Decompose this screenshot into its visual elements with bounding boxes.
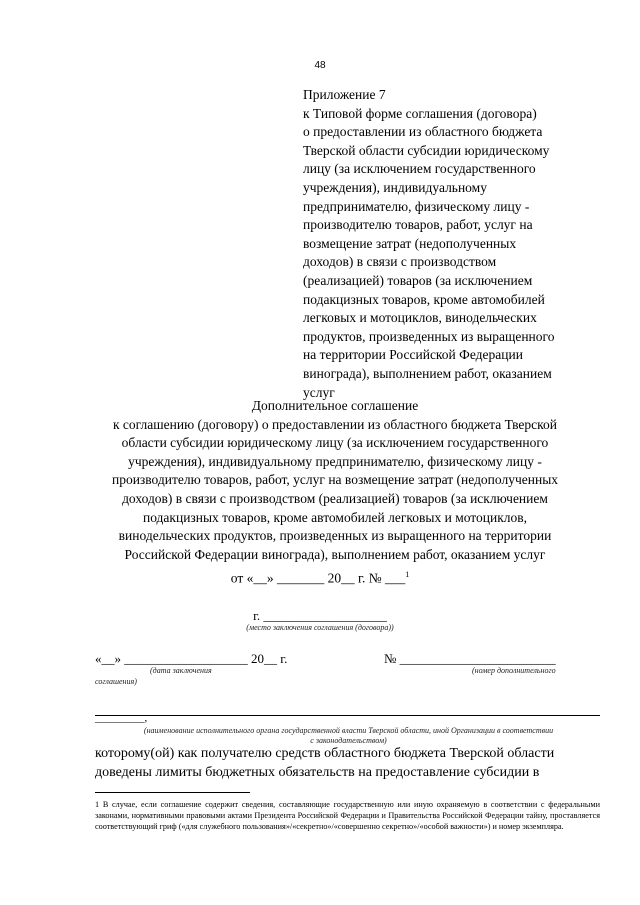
- appendix-line: возмещение затрат (недополученных: [303, 235, 517, 251]
- organization-hint: [97, 726, 600, 746]
- organization-line: [95, 715, 600, 716]
- agreement-line: подакцизных товаров, кроме автомобилей легковых и мотоциклов,: [142, 509, 528, 525]
- appendix-line: подакцизных товаров, кроме автомобилей: [303, 291, 545, 307]
- place-of-conclusion: г. ___________________: [253, 608, 387, 623]
- date-number-text: от «__» _______ 20__ г. № ___: [230, 570, 406, 586]
- appendix-line: лицу (за исключением государственного: [303, 161, 536, 177]
- place-hint: (место заключения соглашения (договора)): [246, 623, 394, 632]
- organization-name: _________,: [95, 712, 148, 724]
- appendix-line: продуктов, произведенных из выращенного: [303, 328, 555, 344]
- agreement-line: к соглашению (договору) о предоставлении из областного бюджета Тверской: [112, 416, 558, 432]
- agreement-line: винодельческих продуктов, произведенных из выращенного на территории: [118, 528, 552, 544]
- body-line: доведены лимиты бюджетных обязательств на предоставление субсидии в: [95, 765, 540, 780]
- appendix-line: о предоставлении из областного бюджета: [303, 124, 543, 140]
- appendix-line: Тверской области субсидии юридическому: [303, 142, 550, 158]
- footnote-separator: [95, 792, 250, 793]
- agreement-line: Российской Федерации винограда), выполнением работ, оказанием услуг: [124, 546, 546, 562]
- agreement-line: учреждения), индивидуальному предпринимателю, физическому лицу -: [128, 453, 542, 469]
- organization-hint-line: (наименование исполнительного органа государственной власти Тверской области, иной Организации в соответствии: [143, 726, 554, 735]
- appendix-line: (реализацией) товаров (за исключением: [303, 272, 533, 288]
- organization-hint-line: с законодательством): [310, 736, 387, 745]
- appendix-line: на территории Российской Федерации: [303, 347, 523, 363]
- conclusion-date: «__» ___________________ 20__ г.: [95, 651, 288, 666]
- agreement-line: доходов) в связи с производством (реализацией) товаров (за исключением: [122, 490, 548, 506]
- appendix-line: легковых и мотоциклов, винодельческих: [303, 310, 537, 326]
- number-hint: (номер дополнительного: [472, 666, 556, 675]
- agreement-line: области субсидии юридическому лицу (за исключением государственного: [121, 435, 549, 451]
- conclusion-date-hint: (дата заключения: [150, 666, 212, 675]
- appendix-line: услуг: [303, 384, 335, 400]
- page-number: 48: [314, 60, 326, 71]
- appendix-line: доходов) в связи с производством: [303, 254, 497, 270]
- appendix-line: производителю товаров, работ, услуг на: [303, 217, 533, 233]
- appendix-line: Приложение 7: [303, 87, 386, 102]
- appendix-line: к Типовой форме соглашения (договора): [303, 105, 537, 121]
- body-line: которому(ой) как получателю средств областного бюджета Тверской области: [95, 746, 555, 761]
- agreement-heading: Дополнительное соглашение: [251, 398, 419, 413]
- agreement-line: производителю товаров, работ, услуг на возмещение затрат (недополученных: [111, 472, 559, 488]
- agreement-date-number: [0, 570, 640, 587]
- agreement-title: [70, 397, 600, 564]
- body-paragraph: [95, 744, 600, 782]
- conclusion-date-hint-cont: соглашения): [95, 677, 137, 686]
- footnote-mark: 1: [405, 570, 410, 579]
- additional-agreement-number: № ________________________: [384, 651, 556, 666]
- appendix-line: предпринимателю, физическому лицу -: [303, 198, 530, 214]
- appendix-line: винограда), выполнением работ, оказанием: [303, 365, 552, 381]
- appendix-caption: [303, 86, 603, 402]
- appendix-line: учреждения), индивидуальному: [303, 179, 487, 195]
- footnote-text: 1 В случае, если соглашение содержит сведения, составляющие государственную или иную охраняемую в соответствии с федеральными законами, нормативными правовыми актами Президента Российской Федерации и Правительства Российской Федерации тайну, проставляется соответствующий гриф («для служебного пользования»/«секретно»/«совершенно секретно»/«особой важности») и номер экземпляра.: [95, 800, 600, 831]
